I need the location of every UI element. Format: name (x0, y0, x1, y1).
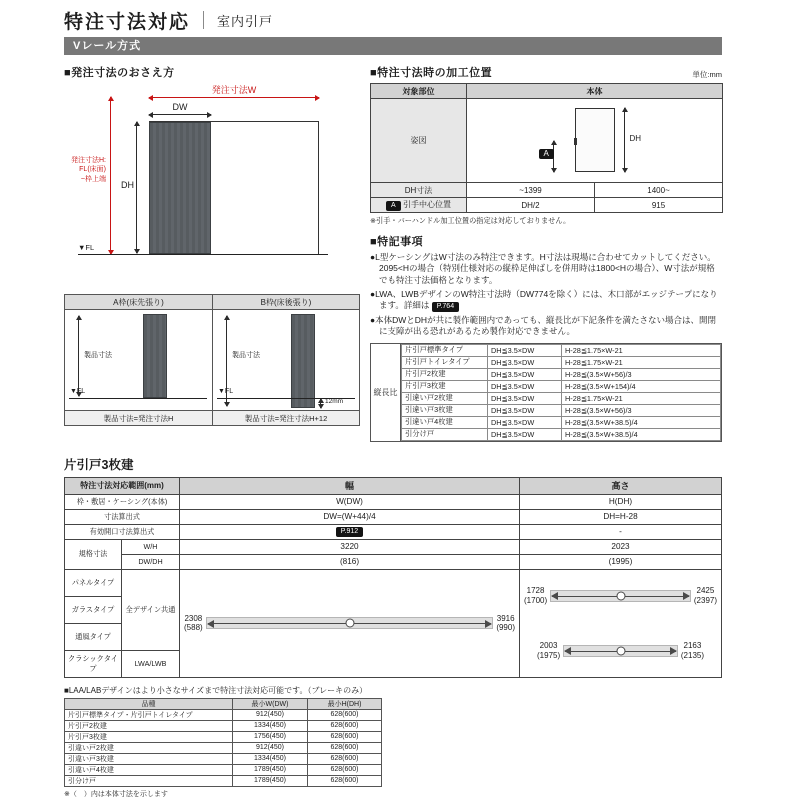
min-col-h: 最小H(DH) (308, 698, 382, 709)
dh-label: DH (121, 180, 134, 190)
width-range-cell (180, 569, 520, 677)
gap-arrow (320, 399, 321, 408)
figure-label: 姿図 (371, 99, 467, 183)
min-type: 引分け戸 (65, 775, 233, 786)
handle-mark (574, 138, 577, 145)
ratio-formula-h: H-28≦(3.5×W+38.5)/4 (562, 428, 721, 440)
type-classic-label: クラシックタイプ (65, 650, 122, 677)
range-band (206, 614, 494, 632)
table-row (65, 709, 382, 720)
ratio-formula-h: H-28≦(3.5×W+56)/3 (562, 368, 721, 380)
note-item-text: ●LWA、LWBデザインのW特注寸法時（DW774を除く）には、木口部がエッジテープになります。詳細は (370, 288, 718, 311)
min-h-value: 628(600) (308, 753, 382, 764)
dh-size-row (371, 183, 723, 198)
handle-center-row (371, 198, 723, 213)
min-size-footnote: ※（ ）内は本体寸法を示します (64, 790, 168, 798)
note-item: ●本体DWとDHが共に製作範囲内であっても、縦長比が下記条件を満たさない場合は、開閉に支障が出る恐れがあるため製作対応できません。 (370, 315, 716, 337)
figure-cell (467, 99, 723, 183)
min-w-value: 1334(450) (233, 753, 308, 764)
calc-h: DH=H-28 (520, 509, 722, 524)
table-row (402, 404, 721, 416)
table-row (402, 416, 721, 428)
calc-row-label: 寸法算出式 (65, 509, 180, 524)
range-band (563, 642, 678, 660)
width-range-diagram (184, 572, 515, 675)
range-header: 特注寸法対応範囲(mm) (65, 477, 180, 494)
width-min-value: 2308 (184, 613, 203, 623)
ratio-formula-dh: DH≦3.5×DW (488, 356, 562, 368)
opening-w (180, 524, 520, 539)
width-header: 幅 (180, 477, 520, 494)
type-glass-label: ガラスタイプ (65, 596, 122, 623)
figure-row (371, 99, 723, 183)
min-w-value: 1334(450) (233, 720, 308, 731)
standard-h-value: 2023 (520, 539, 722, 554)
handle-knob (616, 646, 625, 655)
width-min-dw: (588) (184, 623, 203, 633)
frame-w: W(DW) (180, 494, 520, 509)
ratio-type: 片引戸2枚建 (402, 368, 488, 380)
header-divider (203, 11, 204, 29)
height2-max-value: 2163 (683, 641, 702, 651)
min-size-section (64, 685, 382, 799)
door-figure (469, 101, 720, 181)
min-type: 引違い戸4枚建 (65, 764, 233, 775)
frame-row-label: 枠・敷居・ケーシング(本体) (65, 494, 180, 509)
dh-size-value1: ~1399 (467, 183, 595, 198)
height1-max (694, 586, 717, 605)
handle-center-value2: 915 (595, 198, 723, 213)
handle-center-text: 引手中心位置 (402, 200, 451, 209)
dw-arrow (149, 114, 211, 115)
order-width-arrow (149, 97, 319, 98)
range-band (550, 587, 691, 605)
height-range-diagrams (524, 572, 717, 675)
frame-b-body (213, 310, 359, 410)
aspect-ratio-label: 縦長比 (371, 344, 401, 441)
min-h-value: 628(600) (308, 764, 382, 775)
frame-a-title: A枠(床先張り) (65, 295, 212, 310)
note-item (370, 289, 722, 312)
min-h-value: 628(600) (308, 742, 382, 753)
type-vent-label: 通風タイプ (65, 623, 122, 650)
table-row (65, 731, 382, 742)
ratio-formula-h: H-28≦1.75×W-21 (562, 392, 721, 404)
order-diagram-heading: ■発注寸法のおさえ方 (64, 67, 175, 79)
ratio-type: 引違い戸3枚建 (402, 404, 488, 416)
width-max (496, 614, 515, 633)
height2-min-value: 2003 (539, 641, 558, 651)
page-title: 特注寸法対応 (64, 11, 191, 33)
height1-max-dh: (2397) (693, 595, 717, 605)
ratio-formula-h: H-28≦1.75×W-21 (562, 356, 721, 368)
door-panel-graphic (143, 314, 167, 398)
ratio-type: 引分け戸 (402, 428, 488, 440)
ratio-formula-h: H-28≦1.75×W-21 (562, 344, 721, 356)
spec-header-row (65, 477, 722, 494)
table-row (402, 428, 721, 440)
gap-label: 12mm (325, 398, 344, 405)
table-row (65, 753, 382, 764)
frame-right-line (318, 121, 319, 254)
min-size-table (64, 698, 382, 787)
min-h-value: 628(600) (308, 720, 382, 731)
floor-line (69, 398, 207, 399)
figure-a-label: A (539, 149, 554, 159)
frame-row (65, 494, 722, 509)
height-range-1 (524, 572, 717, 620)
order-height-label (64, 156, 106, 184)
table-row (65, 742, 382, 753)
ratio-type: 片引戸トイレタイプ (402, 356, 488, 368)
figure-dh-arrow (624, 108, 625, 172)
table-row (402, 356, 721, 368)
min-size-note: ■LAA/LABデザインはより小さなサイズまで特注寸法対応可能です。（ブレーキのみ） (64, 685, 368, 695)
min-col-w: 最小W(DW) (233, 698, 308, 709)
standard-row-wh (65, 539, 722, 554)
fl-marker: ▼FL (78, 243, 95, 252)
min-w-value: 912(450) (233, 742, 308, 753)
product-dim-label: 製品寸法 (232, 352, 260, 359)
col-body-header: 本体 (467, 84, 723, 99)
height2-max-dh: (2135) (680, 650, 704, 660)
handle-knob (345, 619, 354, 628)
width-max-dw: (990) (496, 623, 515, 633)
height-range-2 (524, 627, 717, 675)
two-column-area (64, 64, 722, 442)
special-notes (370, 252, 722, 338)
standard-wh-label: W/H (122, 539, 180, 554)
ratio-formula-dh: DH≦3.5×DW (488, 428, 562, 440)
table-row (65, 764, 382, 775)
note-item: ●L型ケーシングはW寸法のみ特注できます。H寸法は現場に合わせてカットしてください。2095<Hの場合（特別仕様対応の縦枠足伸ばしを併用時は1800<Hの場合）、W寸法が規格でも特注寸法価格となります。 (370, 252, 716, 285)
ratio-formula-dh: DH≦3.5×DW (488, 368, 562, 380)
min-h-value: 628(600) (308, 775, 382, 786)
height1-min (524, 586, 547, 605)
standard-dw-value: (816) (180, 554, 520, 569)
min-w-value: 912(450) (233, 709, 308, 720)
height1-max-value: 2425 (696, 586, 715, 596)
processing-heading-row (370, 64, 722, 80)
width-max-value: 3916 (496, 613, 515, 623)
frame-b-panel (212, 295, 359, 425)
door-outline-graphic (575, 108, 615, 172)
a-badge: A (386, 201, 401, 211)
type-panel-label: パネルタイプ (65, 569, 122, 596)
table-row (65, 775, 382, 786)
order-width-label: 発注寸法W (211, 85, 257, 95)
min-size-header-row (65, 698, 382, 709)
table-row (402, 368, 721, 380)
min-type: 片引戸2枚建 (65, 720, 233, 731)
height2-min-dh: (1975) (537, 650, 561, 660)
special-notes-heading: ■特記事項 (370, 236, 424, 248)
frame-type-diagrams (64, 294, 360, 426)
page-ref-badge: P.764 (432, 302, 459, 312)
ratio-formula-dh: DH≦3.5×DW (488, 380, 562, 392)
fl-marker: ▼FL (218, 388, 234, 395)
ratio-formula-dh: DH≦3.5×DW (488, 344, 562, 356)
ratio-formula-h: H-28≦(3.5×W+154)/4 (562, 380, 721, 392)
ratio-formula-dh: DH≦3.5×DW (488, 416, 562, 428)
standard-label: 規格寸法 (65, 539, 122, 569)
width-min (184, 614, 203, 633)
opening-row (65, 524, 722, 539)
opening-h: - (520, 524, 722, 539)
ratio-formula-h: H-28≦(3.5×W+38.5)/4 (562, 416, 721, 428)
order-height-line1: 発注寸法H: (71, 157, 106, 164)
min-type: 引違い戸3枚建 (65, 753, 233, 764)
min-w-value: 1756(450) (233, 731, 308, 742)
unit-label: 単位:mm (692, 70, 722, 79)
height2-max (681, 641, 704, 660)
dh-arrow (136, 122, 137, 253)
standard-row-dwdh (65, 554, 722, 569)
frame-b-title: B枠(床後張り) (213, 295, 359, 310)
floor-line (78, 254, 328, 255)
standard-dwdh-label: DW/DH (122, 554, 180, 569)
handle-knob (616, 591, 625, 600)
table-row (402, 380, 721, 392)
standard-w-value: 3220 (180, 539, 520, 554)
product-height-arrow (78, 316, 79, 396)
ratio-formula-dh: DH≦3.5×DW (488, 404, 562, 416)
processing-heading: ■特注寸法時の加工位置 (370, 67, 493, 79)
frame-h: H(DH) (520, 494, 722, 509)
min-type: 片引戸3枚建 (65, 731, 233, 742)
ratio-table-rows (402, 344, 721, 440)
ratio-formula-dh: DH≦3.5×DW (488, 392, 562, 404)
min-size-rows (65, 709, 382, 786)
min-type: 片引戸標準タイプ・片引戸トイレタイプ (65, 709, 233, 720)
door-panel-graphic (149, 122, 211, 254)
section-banner: Vレール方式 (64, 37, 722, 55)
handle-center-value1: DH/2 (467, 198, 595, 213)
handle-center-label (371, 198, 467, 213)
left-column (64, 64, 360, 442)
ratio-formula-h: H-28≦(3.5×W+56)/3 (562, 404, 721, 416)
min-w-value: 1789(450) (233, 775, 308, 786)
dw-label: DW (172, 102, 188, 112)
fl-marker: ▼FL (70, 388, 86, 395)
height1-min-dh: (1700) (524, 595, 548, 605)
processing-table (370, 83, 723, 213)
frame-a-body (65, 310, 212, 410)
table-row (65, 720, 382, 731)
processing-header-row (371, 84, 723, 99)
ratio-type: 引違い戸2枚建 (402, 392, 488, 404)
right-column (370, 64, 722, 442)
dh-size-label: DH寸法 (371, 183, 467, 198)
min-h-value: 628(600) (308, 709, 382, 720)
figure-dh-label: DH (629, 133, 642, 143)
ratio-type: 片引戸3枚建 (402, 380, 488, 392)
table-row (402, 344, 721, 356)
ratio-type: 片引戸標準タイプ (402, 344, 488, 356)
spec-range-table (64, 477, 722, 678)
order-dimension-diagram (64, 84, 360, 286)
standard-dh-value: (1995) (520, 554, 722, 569)
frame-b-caption: 製品寸法=発注寸法H+12 (213, 410, 359, 425)
page-header (64, 8, 722, 32)
height1-min-value: 1728 (526, 586, 545, 596)
dh-size-value2: 1400~ (595, 183, 723, 198)
min-col-type: 品種 (65, 698, 233, 709)
frame-a-panel (65, 295, 212, 425)
col-part-header: 対象部位 (371, 84, 467, 99)
height2-min (537, 641, 560, 660)
processing-note: ※引手・バーハンドル加工位置の指定は対応しておりません。 (370, 216, 571, 225)
opening-row-label: 有効開口寸法算出式 (65, 524, 180, 539)
calc-row (65, 509, 722, 524)
type-row-panel (65, 569, 722, 596)
min-w-value: 1789(450) (233, 764, 308, 775)
height-range-cell (520, 569, 722, 677)
calc-w: DW=(W+44)/4 (180, 509, 520, 524)
door-panel-graphic (291, 314, 315, 408)
height-header: 高さ (520, 477, 722, 494)
design-classic-label: LWA/LWB (122, 650, 180, 677)
design-common-label: 全デザイン共通 (122, 569, 180, 650)
min-h-value: 628(600) (308, 731, 382, 742)
order-height-line3: ~枠上端 (80, 175, 106, 183)
aspect-ratio-table (370, 343, 722, 442)
frame-a-caption: 製品寸法=発注寸法H (65, 410, 212, 425)
page-subtitle: 室内引戸 (217, 13, 274, 29)
ratio-type: 引違い戸4枚建 (402, 416, 488, 428)
table-row (402, 392, 721, 404)
product-dim-label: 製品寸法 (84, 352, 112, 359)
order-height-line2: FL(床面) (79, 166, 106, 174)
page-ref-badge: P.912 (336, 527, 363, 537)
order-height-arrow (110, 97, 111, 254)
bottom-section-heading: 片引戸3枚建 (64, 457, 134, 472)
aspect-ratio-grid (401, 344, 721, 441)
min-type: 引違い戸2枚建 (65, 742, 233, 753)
